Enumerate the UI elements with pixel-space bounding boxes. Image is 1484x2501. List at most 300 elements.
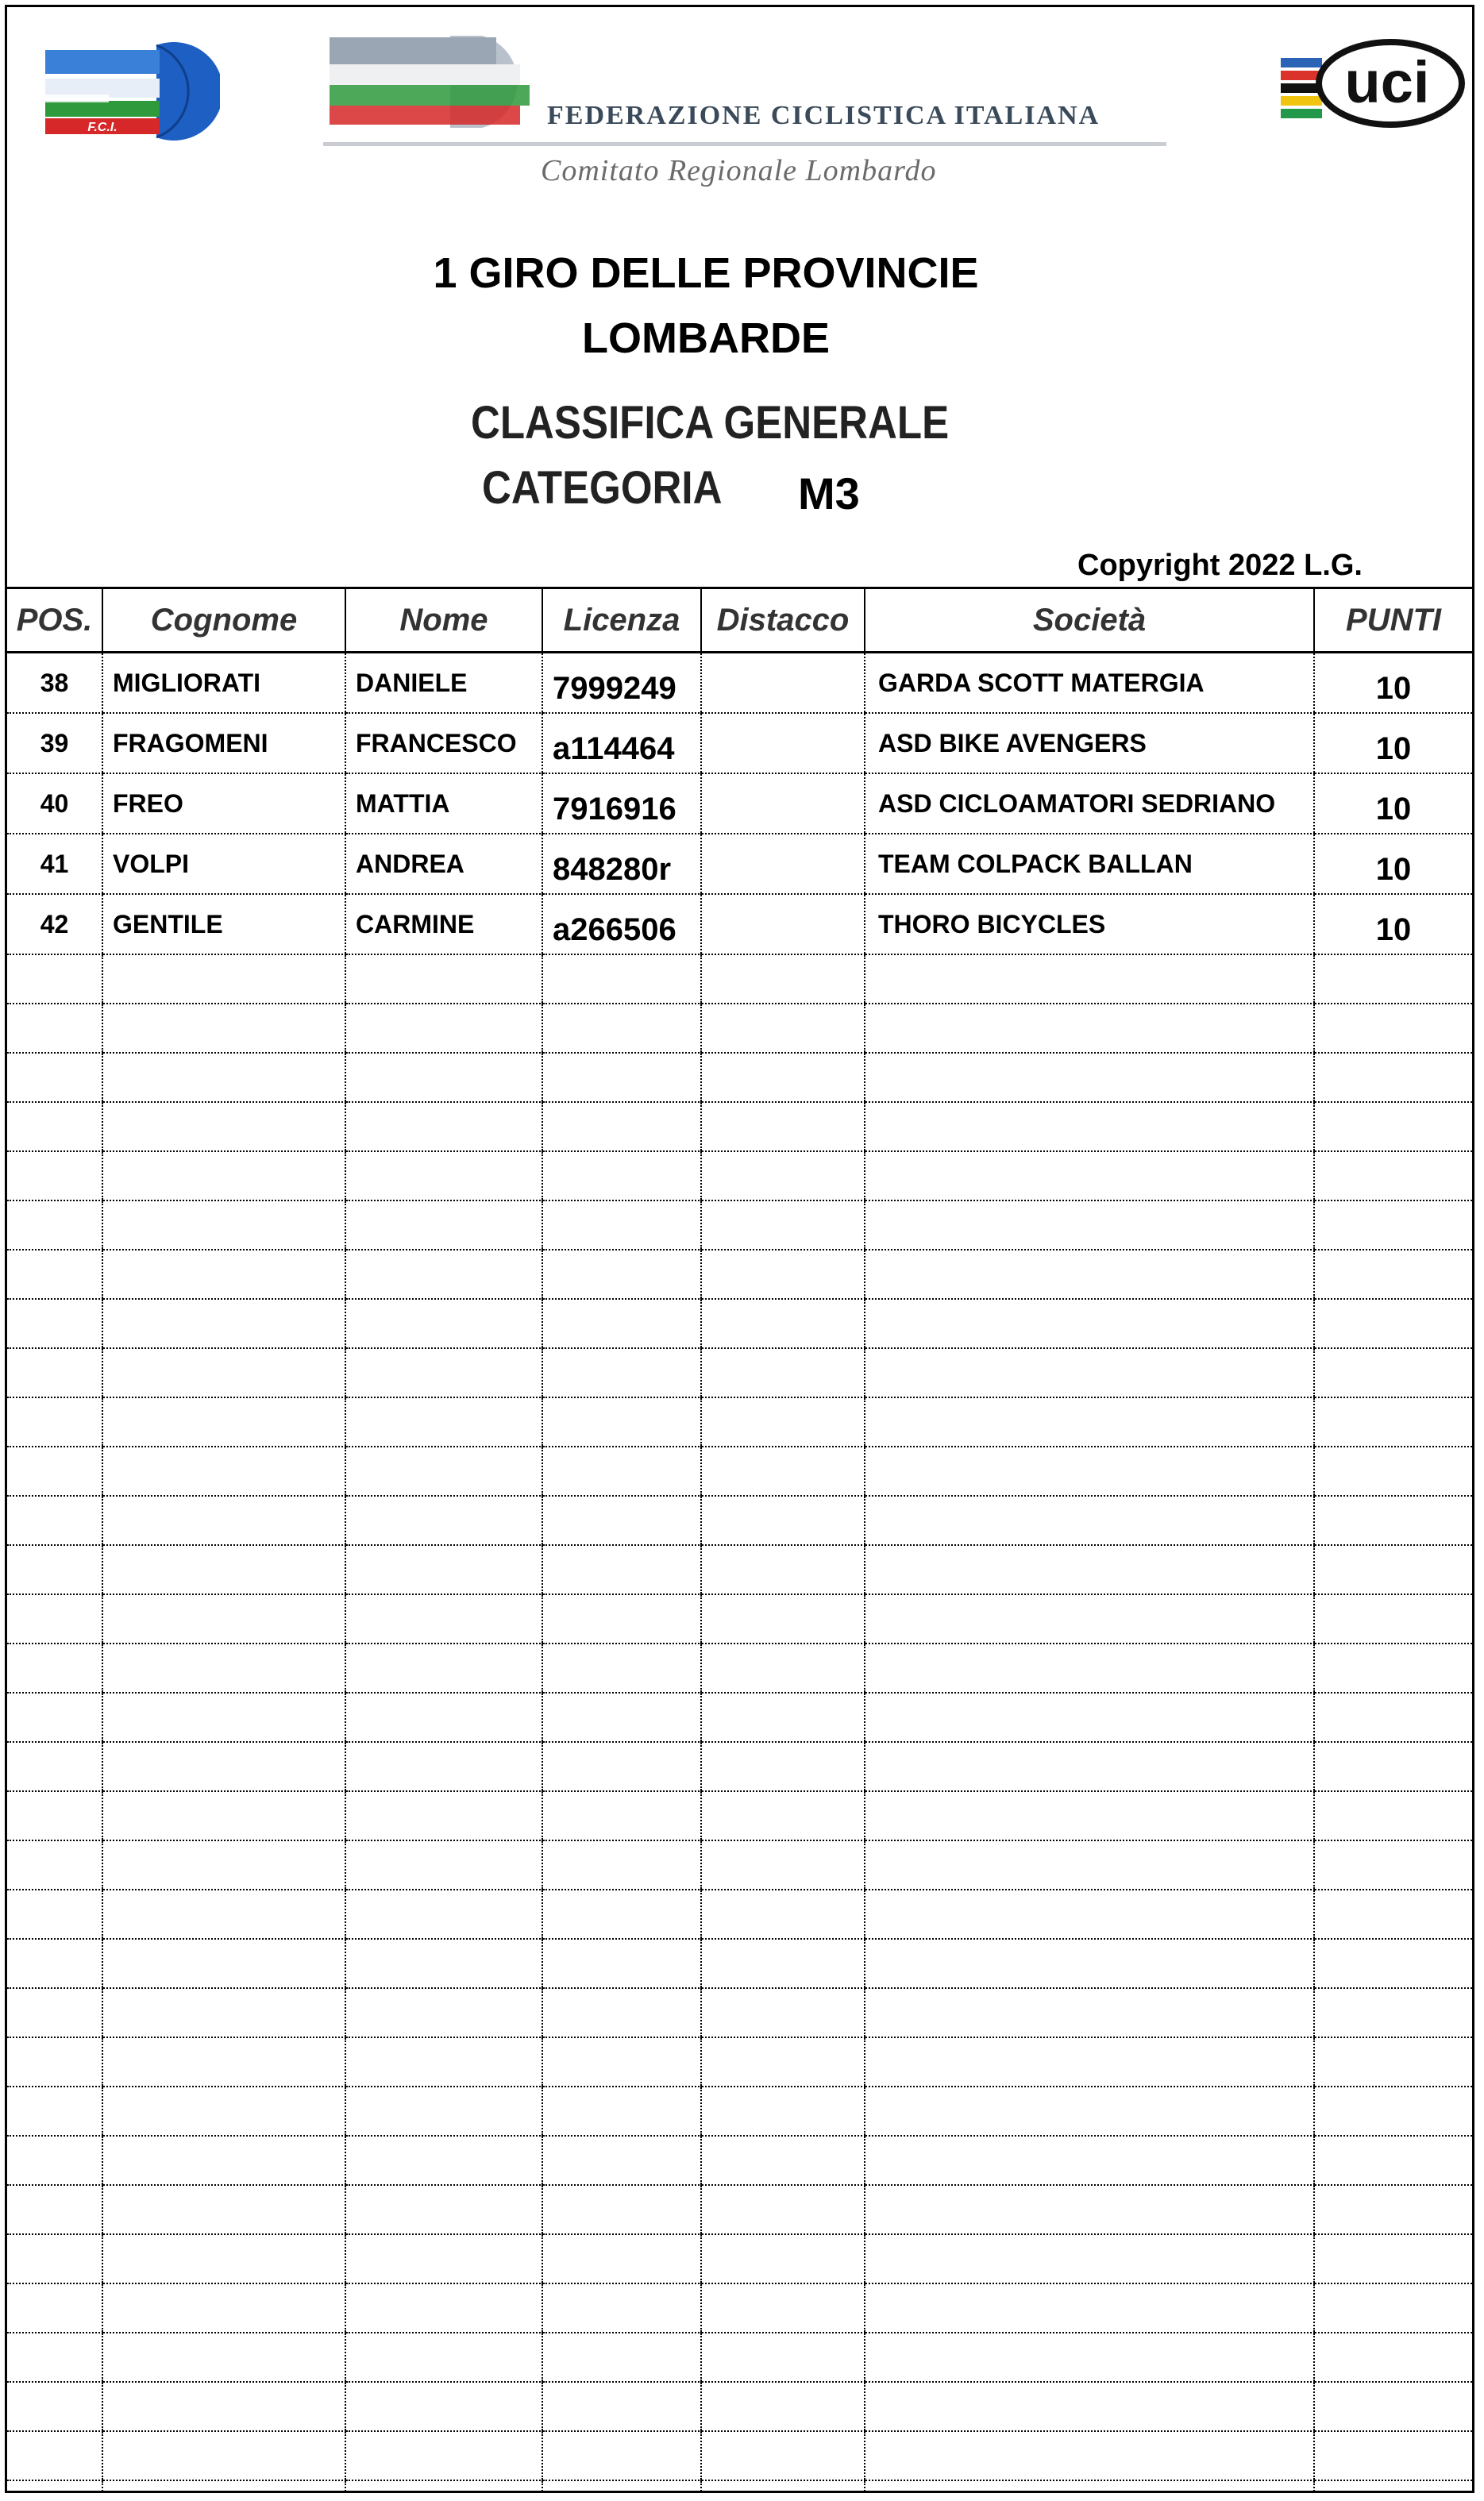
- empty-cell: [345, 1004, 542, 1053]
- empty-cell: [542, 1299, 701, 1348]
- empty-cell: [701, 1299, 865, 1348]
- cell-societa: ASD BIKE AVENGERS: [865, 713, 1314, 773]
- empty-cell: [7, 1397, 102, 1447]
- cell-nome: DANIELE: [345, 653, 542, 714]
- empty-cell: [345, 1988, 542, 2037]
- empty-cell: [542, 1151, 701, 1200]
- empty-cell: [102, 1004, 345, 1053]
- empty-cell: [345, 1496, 542, 1545]
- empty-cell: [345, 1250, 542, 1299]
- empty-cell: [701, 1644, 865, 1693]
- empty-cell: [701, 1742, 865, 1791]
- empty-cell: [7, 1693, 102, 1742]
- empty-cell: [1314, 1594, 1472, 1644]
- cell-pos: 38: [7, 653, 102, 714]
- empty-cell: [102, 1151, 345, 1200]
- empty-cell: [701, 1053, 865, 1102]
- empty-cell: [542, 1545, 701, 1594]
- empty-cell: [1314, 1200, 1472, 1250]
- event-title-line2: LOMBARDE: [582, 314, 830, 362]
- cell-cognome: GENTILE: [102, 894, 345, 954]
- empty-cell: [701, 2185, 865, 2234]
- empty-cell: [345, 954, 542, 1004]
- empty-cell: [7, 1890, 102, 1939]
- empty-cell: [865, 954, 1314, 1004]
- empty-cell: [345, 2283, 542, 2333]
- empty-cell: [701, 2382, 865, 2431]
- empty-cell: [701, 954, 865, 1004]
- empty-cell: [865, 1545, 1314, 1594]
- column-header-licenza: Licenza: [542, 588, 701, 653]
- empty-cell: [701, 1496, 865, 1545]
- cell-punti: 10: [1314, 834, 1472, 894]
- empty-cell: [102, 1447, 345, 1496]
- empty-cell: [865, 1250, 1314, 1299]
- empty-cell: [542, 1102, 701, 1151]
- empty-cell: [701, 1397, 865, 1447]
- empty-cell: [345, 1939, 542, 1988]
- empty-cell: [7, 954, 102, 1004]
- cell-nome: CARMINE: [345, 894, 542, 954]
- empty-cell: [102, 1939, 345, 1988]
- empty-cell: [701, 2037, 865, 2087]
- empty-cell: [345, 1693, 542, 1742]
- empty-table-row: [7, 2283, 1472, 2333]
- empty-table-row: [7, 1545, 1472, 1594]
- empty-cell: [1314, 2431, 1472, 2480]
- empty-cell: [701, 1545, 865, 1594]
- empty-cell: [102, 2185, 345, 2234]
- cell-societa: THORO BICYCLES: [865, 894, 1314, 954]
- empty-cell: [7, 2382, 102, 2431]
- empty-cell: [1314, 2283, 1472, 2333]
- cell-pos: 42: [7, 894, 102, 954]
- empty-cell: [102, 1890, 345, 1939]
- empty-cell: [865, 1594, 1314, 1644]
- empty-cell: [1314, 1102, 1472, 1151]
- empty-cell: [345, 2431, 542, 2480]
- empty-cell: [701, 2333, 865, 2382]
- empty-cell: [7, 1496, 102, 1545]
- uci-logo-icon: [1279, 34, 1467, 144]
- empty-table-row: [7, 1004, 1472, 1053]
- empty-cell: [865, 1053, 1314, 1102]
- empty-cell: [865, 2283, 1314, 2333]
- empty-cell: [542, 1791, 701, 1840]
- cell-punti: 10: [1314, 713, 1472, 773]
- empty-cell: [542, 2087, 701, 2136]
- regional-committee: Comitato Regionale Lombardo: [541, 154, 937, 187]
- empty-cell: [102, 1791, 345, 1840]
- empty-cell: [865, 2037, 1314, 2087]
- empty-table-row: [7, 1348, 1472, 1397]
- empty-cell: [1314, 2234, 1472, 2283]
- empty-cell: [865, 2333, 1314, 2382]
- empty-cell: [7, 1791, 102, 1840]
- empty-cell: [1314, 2333, 1472, 2382]
- empty-table-row: [7, 1053, 1472, 1102]
- column-header-nome: Nome: [345, 588, 542, 653]
- empty-cell: [345, 1397, 542, 1447]
- empty-cell: [542, 2037, 701, 2087]
- empty-cell: [542, 1447, 701, 1496]
- empty-cell: [701, 1939, 865, 1988]
- empty-cell: [345, 1200, 542, 1250]
- table-row: [7, 773, 1472, 834]
- empty-table-row: [7, 2037, 1472, 2087]
- empty-cell: [865, 2234, 1314, 2283]
- empty-cell: [345, 1348, 542, 1397]
- empty-cell: [7, 2431, 102, 2480]
- empty-table-row: [7, 1397, 1472, 1447]
- empty-cell: [1314, 1053, 1472, 1102]
- empty-cell: [7, 1151, 102, 1200]
- empty-cell: [865, 2382, 1314, 2431]
- cell-licenza: 848280r: [542, 834, 701, 894]
- empty-cell: [102, 1742, 345, 1791]
- cell-societa: GARDA SCOTT MATERGIA: [865, 653, 1314, 714]
- cell-pos: 41: [7, 834, 102, 894]
- empty-cell: [542, 1397, 701, 1447]
- empty-cell: [345, 2185, 542, 2234]
- empty-cell: [865, 1004, 1314, 1053]
- empty-cell: [102, 1545, 345, 1594]
- empty-cell: [345, 2480, 542, 2493]
- cell-licenza: 7999249: [542, 653, 701, 714]
- empty-cell: [701, 1988, 865, 2037]
- empty-cell: [701, 2087, 865, 2136]
- empty-cell: [7, 1053, 102, 1102]
- empty-table-row: [7, 1988, 1472, 2037]
- table-row: [7, 894, 1472, 954]
- empty-cell: [7, 1299, 102, 1348]
- empty-cell: [701, 2234, 865, 2283]
- empty-cell: [865, 1397, 1314, 1447]
- empty-cell: [701, 1151, 865, 1200]
- empty-cell: [345, 2333, 542, 2382]
- results-table: [7, 587, 1472, 2493]
- empty-table-row: [7, 2136, 1472, 2185]
- empty-cell: [865, 1644, 1314, 1693]
- empty-cell: [542, 1004, 701, 1053]
- empty-table-row: [7, 1939, 1472, 1988]
- column-header-cognome: Cognome: [102, 588, 345, 653]
- empty-table-row: [7, 1890, 1472, 1939]
- empty-cell: [542, 2333, 701, 2382]
- empty-table-row: [7, 1447, 1472, 1496]
- cell-cognome: VOLPI: [102, 834, 345, 894]
- empty-cell: [701, 1791, 865, 1840]
- cell-punti: 10: [1314, 894, 1472, 954]
- empty-cell: [102, 2382, 345, 2431]
- empty-cell: [1314, 2037, 1472, 2087]
- empty-cell: [542, 1742, 701, 1791]
- empty-cell: [102, 2037, 345, 2087]
- empty-cell: [542, 1200, 701, 1250]
- empty-cell: [7, 1348, 102, 1397]
- empty-cell: [542, 2234, 701, 2283]
- cell-societa: TEAM COLPACK BALLAN: [865, 834, 1314, 894]
- empty-cell: [865, 2185, 1314, 2234]
- column-header-punti: PUNTI: [1314, 588, 1472, 653]
- empty-cell: [701, 1004, 865, 1053]
- empty-table-row: [7, 1594, 1472, 1644]
- empty-cell: [102, 2333, 345, 2382]
- empty-table-row: [7, 1644, 1472, 1693]
- empty-cell: [865, 1496, 1314, 1545]
- empty-cell: [345, 1299, 542, 1348]
- cell-punti: 10: [1314, 773, 1472, 834]
- empty-cell: [7, 2234, 102, 2283]
- category-value: M3: [798, 468, 860, 518]
- empty-cell: [701, 1250, 865, 1299]
- empty-cell: [1314, 1496, 1472, 1545]
- table-row: [7, 713, 1472, 773]
- cell-licenza: 7916916: [542, 773, 701, 834]
- empty-cell: [865, 1348, 1314, 1397]
- empty-cell: [7, 1447, 102, 1496]
- empty-cell: [7, 2037, 102, 2087]
- empty-cell: [865, 2480, 1314, 2493]
- empty-cell: [345, 2087, 542, 2136]
- empty-cell: [102, 2480, 345, 2493]
- category-label: CATEGORIA: [482, 462, 723, 514]
- cell-cognome: MIGLIORATI: [102, 653, 345, 714]
- classification-sheet: [5, 5, 1474, 2493]
- results-body: [7, 653, 1472, 2494]
- empty-cell: [345, 1151, 542, 1200]
- empty-cell: [7, 1102, 102, 1151]
- empty-cell: [865, 1200, 1314, 1250]
- empty-cell: [345, 1545, 542, 1594]
- empty-cell: [7, 2087, 102, 2136]
- empty-cell: [7, 1988, 102, 2037]
- empty-cell: [7, 1545, 102, 1594]
- cell-pos: 40: [7, 773, 102, 834]
- empty-cell: [865, 2087, 1314, 2136]
- empty-cell: [1314, 1397, 1472, 1447]
- empty-table-row: [7, 1496, 1472, 1545]
- empty-cell: [701, 1693, 865, 1742]
- empty-cell: [1314, 2087, 1472, 2136]
- empty-cell: [542, 1988, 701, 2037]
- empty-cell: [345, 1447, 542, 1496]
- empty-cell: [102, 2136, 345, 2185]
- empty-cell: [1314, 2382, 1472, 2431]
- empty-cell: [865, 1102, 1314, 1151]
- fci-logo-text: F.C.I.: [87, 121, 118, 134]
- empty-cell: [1314, 1644, 1472, 1693]
- cell-nome: ANDREA: [345, 834, 542, 894]
- empty-cell: [102, 2234, 345, 2283]
- empty-cell: [542, 1644, 701, 1693]
- empty-cell: [865, 1693, 1314, 1742]
- empty-cell: [542, 1939, 701, 1988]
- empty-table-row: [7, 1840, 1472, 1890]
- empty-cell: [7, 1594, 102, 1644]
- cell-distacco: [701, 653, 865, 714]
- empty-cell: [865, 1791, 1314, 1840]
- empty-cell: [865, 2136, 1314, 2185]
- table-row: [7, 834, 1472, 894]
- empty-cell: [865, 1299, 1314, 1348]
- empty-cell: [701, 2283, 865, 2333]
- empty-cell: [1314, 2185, 1472, 2234]
- empty-cell: [865, 1939, 1314, 1988]
- empty-cell: [701, 1348, 865, 1397]
- empty-cell: [542, 2136, 701, 2185]
- empty-cell: [701, 1102, 865, 1151]
- cell-cognome: FRAGOMENI: [102, 713, 345, 773]
- empty-cell: [1314, 1447, 1472, 1496]
- cell-nome: MATTIA: [345, 773, 542, 834]
- empty-cell: [102, 1644, 345, 1693]
- column-header-pos: POS.: [7, 588, 102, 653]
- empty-cell: [865, 1988, 1314, 2037]
- empty-table-row: [7, 1250, 1472, 1299]
- empty-cell: [1314, 1791, 1472, 1840]
- empty-cell: [1314, 1348, 1472, 1397]
- empty-cell: [542, 2283, 701, 2333]
- empty-cell: [7, 1644, 102, 1693]
- empty-table-row: [7, 2087, 1472, 2136]
- empty-cell: [102, 1397, 345, 1447]
- empty-cell: [542, 2382, 701, 2431]
- empty-cell: [102, 2283, 345, 2333]
- empty-cell: [345, 1053, 542, 1102]
- empty-cell: [102, 2087, 345, 2136]
- empty-table-row: [7, 1151, 1472, 1200]
- empty-cell: [102, 1299, 345, 1348]
- federation-flag-icon: [323, 31, 553, 133]
- empty-cell: [701, 2480, 865, 2493]
- empty-table-row: [7, 2234, 1472, 2283]
- empty-cell: [542, 1250, 701, 1299]
- empty-table-row: [7, 1693, 1472, 1742]
- empty-cell: [102, 1988, 345, 2037]
- empty-cell: [1314, 2136, 1472, 2185]
- empty-cell: [865, 2431, 1314, 2480]
- cell-nome: FRANCESCO: [345, 713, 542, 773]
- header-divider: [323, 142, 1166, 146]
- empty-cell: [102, 1594, 345, 1644]
- empty-cell: [345, 1102, 542, 1151]
- empty-cell: [102, 1053, 345, 1102]
- empty-cell: [542, 2480, 701, 2493]
- cell-distacco: [701, 894, 865, 954]
- empty-cell: [7, 1939, 102, 1988]
- empty-table-row: [7, 2480, 1472, 2493]
- cell-licenza: a114464: [542, 713, 701, 773]
- empty-cell: [7, 1004, 102, 1053]
- empty-cell: [542, 1053, 701, 1102]
- classification-title: CLASSIFICA GENERALE: [471, 397, 950, 449]
- cell-distacco: [701, 834, 865, 894]
- empty-cell: [102, 1693, 345, 1742]
- empty-cell: [102, 1250, 345, 1299]
- empty-cell: [542, 1496, 701, 1545]
- empty-cell: [345, 1644, 542, 1693]
- empty-table-row: [7, 954, 1472, 1004]
- empty-cell: [865, 1447, 1314, 1496]
- empty-cell: [865, 1840, 1314, 1890]
- empty-cell: [345, 2037, 542, 2087]
- empty-cell: [701, 1840, 865, 1890]
- empty-cell: [542, 1594, 701, 1644]
- empty-cell: [542, 1348, 701, 1397]
- empty-cell: [865, 1151, 1314, 1200]
- empty-cell: [1314, 1151, 1472, 1200]
- empty-cell: [7, 1840, 102, 1890]
- empty-table-row: [7, 1791, 1472, 1840]
- empty-cell: [1314, 1890, 1472, 1939]
- empty-cell: [701, 1890, 865, 1939]
- empty-cell: [542, 2185, 701, 2234]
- empty-cell: [102, 2431, 345, 2480]
- empty-cell: [7, 2136, 102, 2185]
- empty-table-row: [7, 2382, 1472, 2431]
- cell-licenza: a266506: [542, 894, 701, 954]
- empty-cell: [542, 954, 701, 1004]
- empty-cell: [1314, 1250, 1472, 1299]
- empty-cell: [1314, 1693, 1472, 1742]
- column-header-distacco: Distacco: [701, 588, 865, 653]
- empty-cell: [542, 1693, 701, 1742]
- empty-cell: [7, 1200, 102, 1250]
- event-title-line1: 1 GIRO DELLE PROVINCIE: [433, 249, 979, 297]
- empty-cell: [7, 1742, 102, 1791]
- cell-distacco: [701, 773, 865, 834]
- empty-cell: [345, 1890, 542, 1939]
- empty-cell: [701, 2431, 865, 2480]
- table-row: [7, 653, 1472, 714]
- empty-table-row: [7, 1102, 1472, 1151]
- empty-cell: [1314, 954, 1472, 1004]
- empty-cell: [1314, 1988, 1472, 2037]
- empty-cell: [102, 1348, 345, 1397]
- empty-cell: [1314, 1840, 1472, 1890]
- empty-cell: [542, 1840, 701, 1890]
- empty-cell: [345, 2382, 542, 2431]
- empty-cell: [102, 1840, 345, 1890]
- cell-distacco: [701, 713, 865, 773]
- empty-cell: [345, 2136, 542, 2185]
- cell-punti: 10: [1314, 653, 1472, 714]
- empty-cell: [542, 1890, 701, 1939]
- empty-cell: [7, 2480, 102, 2493]
- empty-cell: [345, 1791, 542, 1840]
- empty-table-row: [7, 2333, 1472, 2382]
- empty-cell: [701, 1447, 865, 1496]
- fci-logo-icon: [37, 39, 220, 144]
- empty-cell: [102, 1496, 345, 1545]
- uci-logo-text: uci: [1344, 49, 1430, 115]
- empty-cell: [7, 2283, 102, 2333]
- cell-cognome: FREO: [102, 773, 345, 834]
- empty-cell: [102, 954, 345, 1004]
- empty-cell: [542, 2431, 701, 2480]
- empty-cell: [1314, 1299, 1472, 1348]
- empty-cell: [701, 1200, 865, 1250]
- empty-cell: [1314, 1742, 1472, 1791]
- empty-cell: [7, 2185, 102, 2234]
- table-header-row: [7, 588, 1472, 653]
- empty-cell: [701, 2136, 865, 2185]
- empty-cell: [1314, 1004, 1472, 1053]
- federation-name: FEDERAZIONE CICLISTICA ITALIANA: [547, 101, 1100, 130]
- empty-table-row: [7, 2431, 1472, 2480]
- empty-cell: [345, 1742, 542, 1791]
